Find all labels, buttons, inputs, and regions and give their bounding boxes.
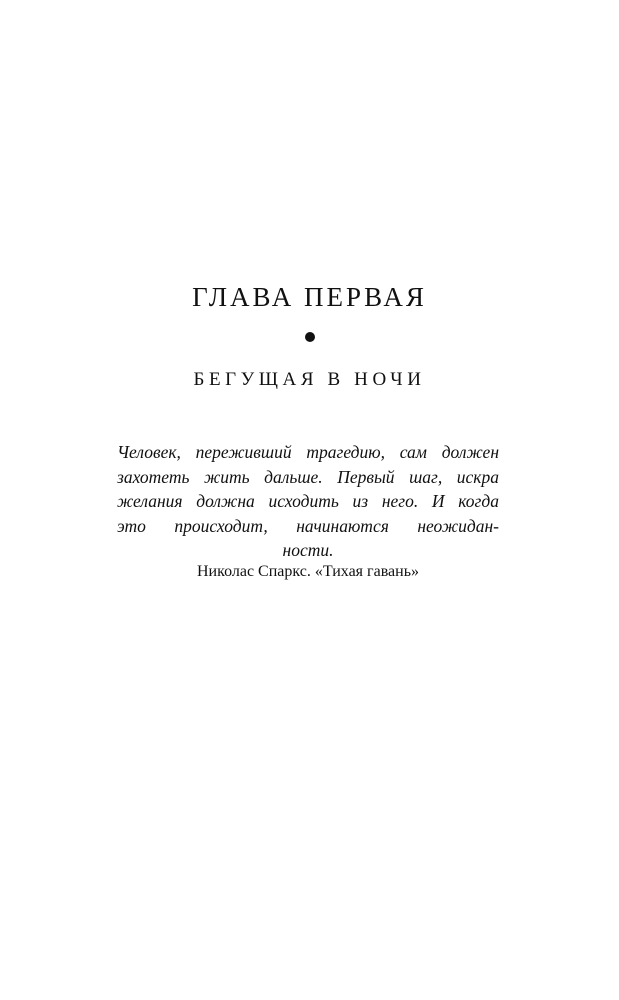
epigraph-line: Человек, переживший трагедию, сам должен	[117, 442, 499, 462]
epigraph-line: захотеть жить дальше. Первый шаг, искра	[117, 466, 499, 487]
epigraph-line: это происходит, начинаются неожидан-	[117, 515, 499, 536]
epigraph	[117, 440, 499, 563]
epigraph-line: желания должна исходить из него. И когда	[117, 491, 499, 511]
epigraph-attribution: Николас Спаркс. «Тихая гавань»	[196, 563, 420, 580]
chapter-title: ГЛАВА ПЕРВАЯ	[192, 282, 427, 312]
chapter-subtitle: БЕГУЩАЯ В НОЧИ	[193, 369, 426, 390]
epigraph-line: ности.	[282, 540, 334, 560]
bullet-divider	[305, 332, 315, 342]
